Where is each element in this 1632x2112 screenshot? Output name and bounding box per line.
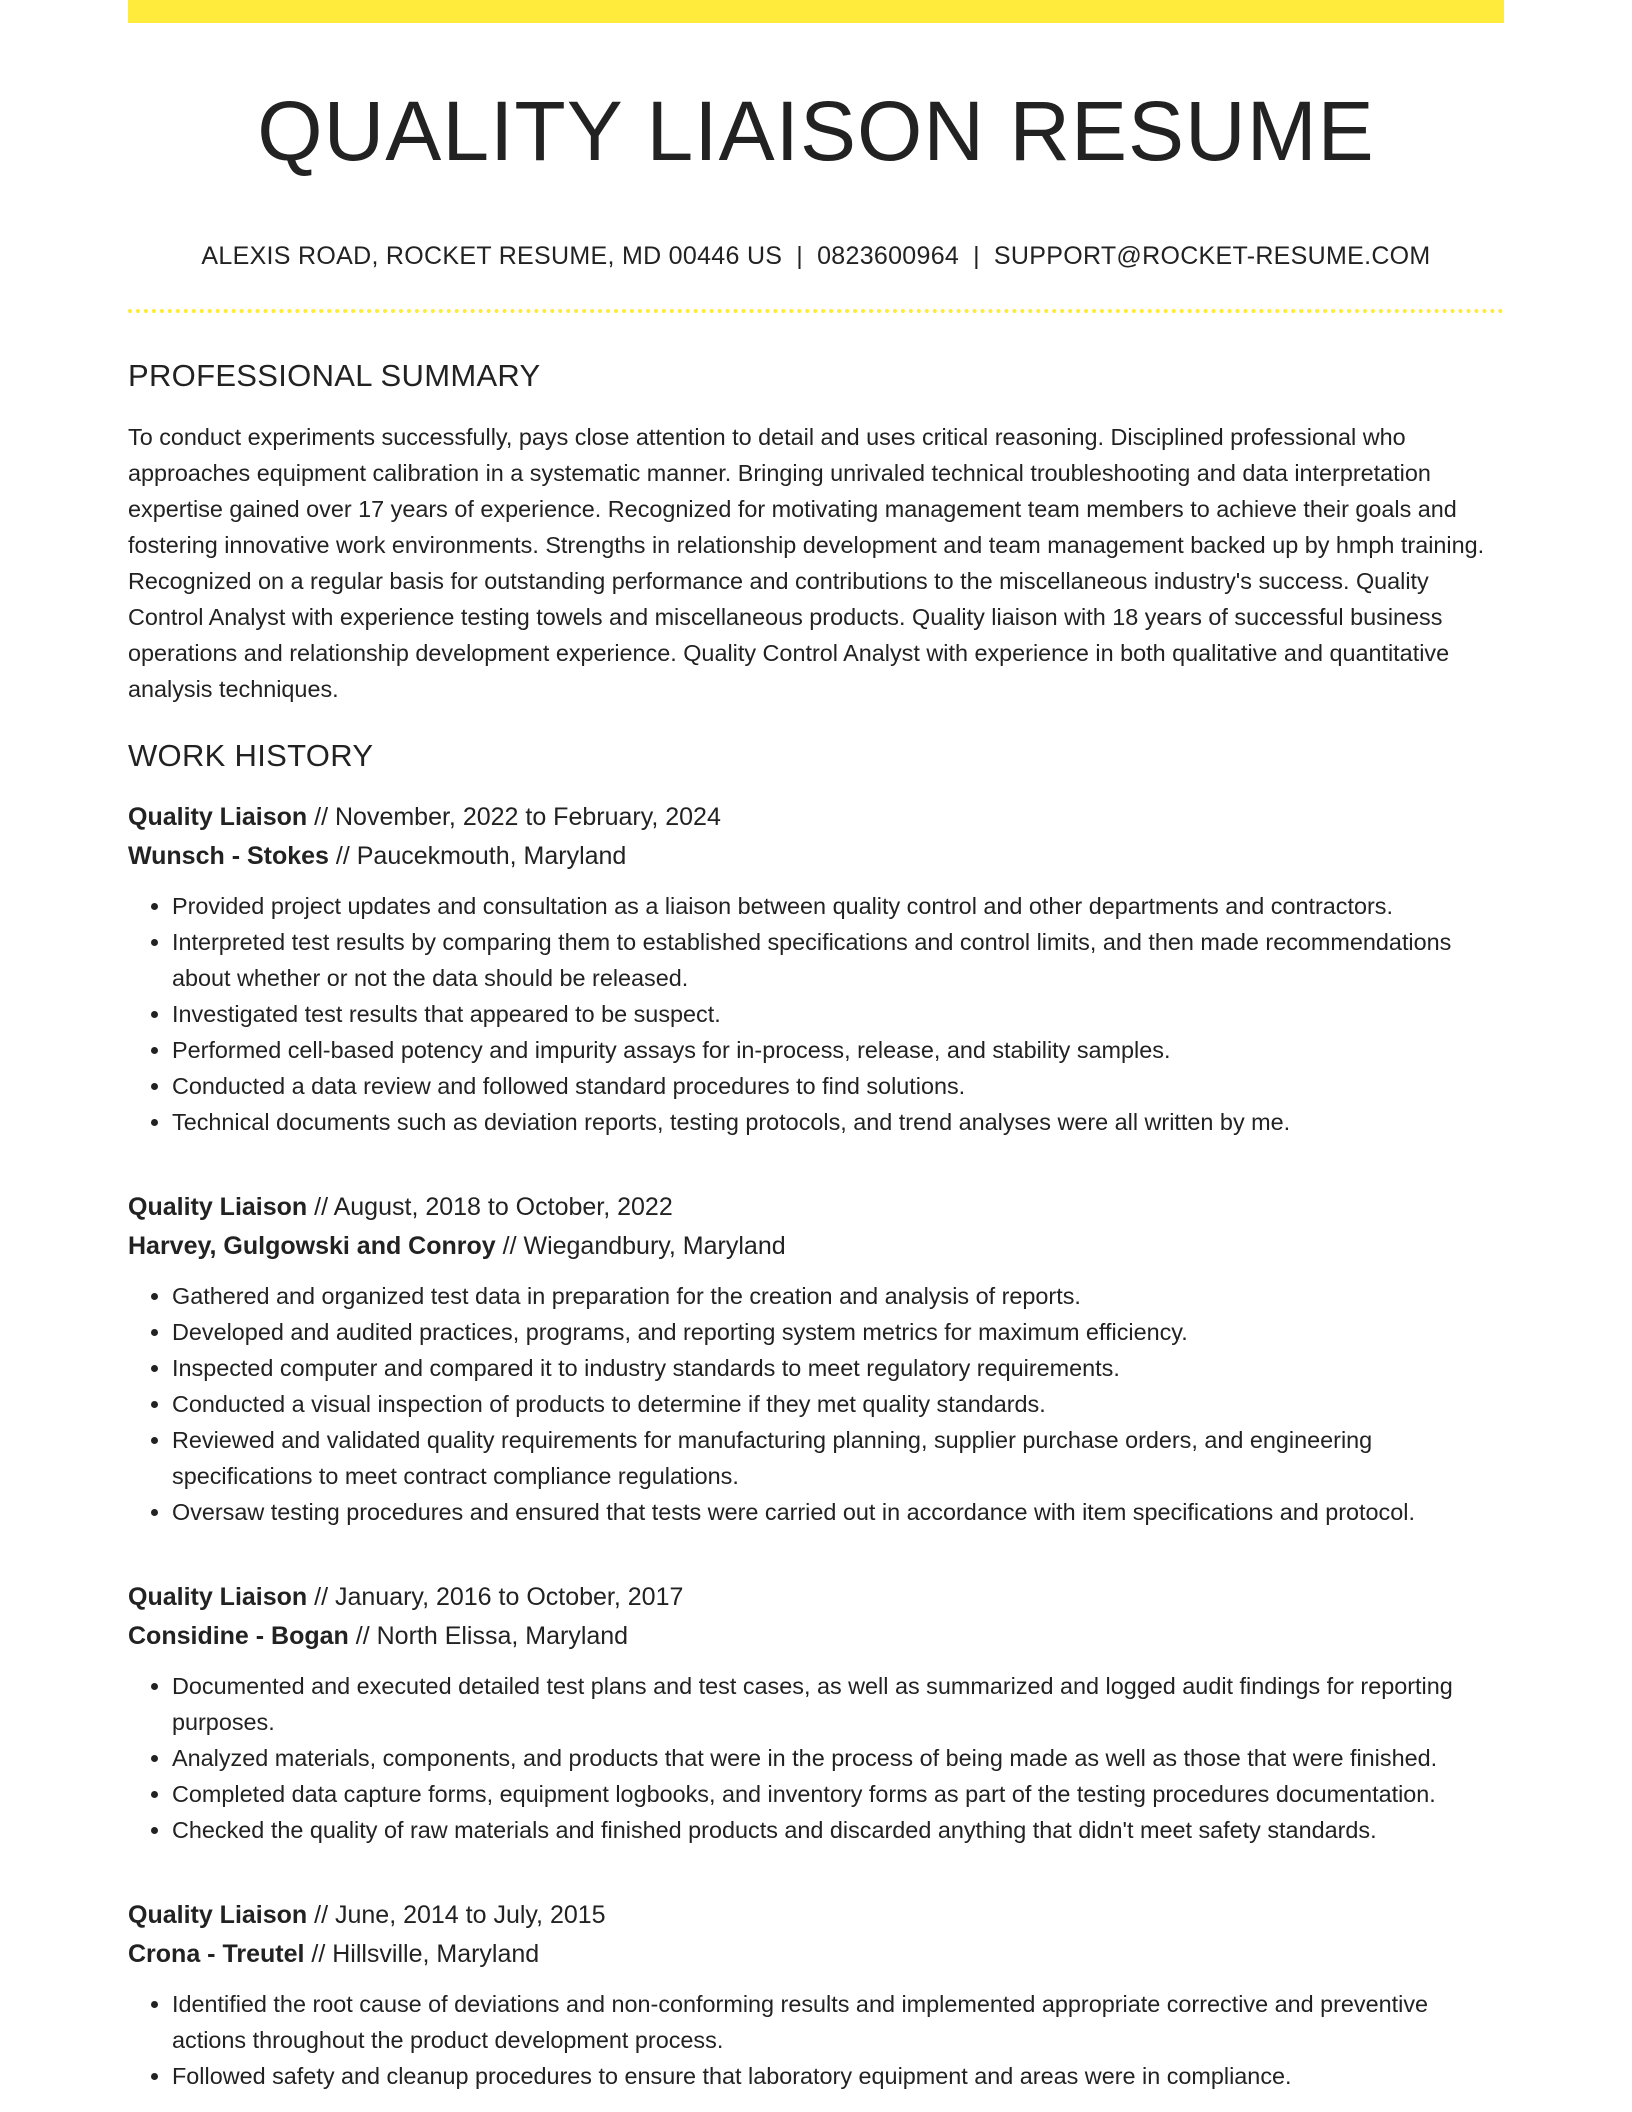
job-dates: // June, 2014 to July, 2015 [307, 1900, 606, 1929]
job-company: Wunsch - Stokes [128, 841, 329, 870]
job-entry [128, 1188, 1504, 1530]
job-bullets [128, 1278, 1504, 1530]
job-title-line [128, 1578, 1504, 1617]
job-company-line [128, 1617, 1504, 1656]
job-bullet: • Documented and executed detailed test plans and test cases, as well as summarized and logged audit findings for reporting purposes. [172, 1668, 1504, 1740]
summary-heading: PROFESSIONAL SUMMARY [128, 358, 541, 394]
job-bullet: • Reviewed and validated quality requirements for manufacturing planning, supplier purchase orders, and engineering specifications to meet contract compliance regulations. [172, 1422, 1504, 1494]
job-bullet: • Technical documents such as deviation reports, testing protocols, and trend analyses were all written by me. [172, 1104, 1504, 1140]
job-bullets [128, 888, 1504, 1140]
job-location: // Paucekmouth, Maryland [328, 841, 627, 870]
job-bullet: • Conducted a visual inspection of products to determine if they met quality standards. [172, 1386, 1504, 1422]
contact-separator: | [973, 242, 980, 271]
job-dates: // November, 2022 to February, 2024 [307, 802, 721, 831]
job-dates: // August, 2018 to October, 2022 [307, 1192, 673, 1221]
job-bullet: • Investigated test results that appeared to be suspect. [172, 996, 1504, 1032]
job-bullet: • Interpreted test results by comparing them to established specifications and control limits, and then made recommendations about whether or not the data should be released. [172, 924, 1504, 996]
job-bullet: • Identified the root cause of deviations and non-conforming results and implemented appropriate corrective and preventive actions throughout the product development process. [172, 1986, 1504, 2058]
job-bullet: • Completed data capture forms, equipment logbooks, and inventory forms as part of the testing procedures documentation. [172, 1776, 1504, 1812]
job-company-line [128, 837, 1504, 876]
job-title-line [128, 798, 1504, 837]
job-title: Quality Liaison [128, 1582, 308, 1611]
job-entry [128, 1578, 1504, 1848]
contact-email: SUPPORT@ROCKET-RESUME.COM [993, 242, 1431, 271]
job-bullet: • Inspected computer and compared it to industry standards to meet regulatory requirements. [172, 1350, 1504, 1386]
job-bullet: • Gathered and organized test data in preparation for the creation and analysis of reports. [172, 1278, 1504, 1314]
job-company: Crona - Treutel [128, 1939, 305, 1968]
job-company-line [128, 1935, 1504, 1974]
job-bullet: • Performed cell-based potency and impurity assays for in-process, release, and stability samples. [172, 1032, 1504, 1068]
job-location: // Hillsville, Maryland [304, 1939, 540, 1968]
job-company: Considine - Bogan [128, 1621, 349, 1650]
work-history-heading: WORK HISTORY [128, 738, 374, 774]
job-title: Quality Liaison [128, 1900, 308, 1929]
job-dates: // January, 2016 to October, 2017 [307, 1582, 684, 1611]
job-company-line [128, 1227, 1504, 1266]
job-bullet: • Provided project updates and consultation as a liaison between quality control and other departments and contractors. [172, 888, 1504, 924]
job-location: // North Elissa, Maryland [348, 1621, 629, 1650]
job-title: Quality Liaison [128, 802, 308, 831]
job-bullet: • Oversaw testing procedures and ensured that tests were carried out in accordance with item specifications and protocol. [172, 1494, 1504, 1530]
contact-separator: | [796, 242, 804, 271]
job-bullet: • Checked the quality of raw materials and finished products and discarded anything that didn't meet safety standards. [172, 1812, 1504, 1848]
contact-address: ALEXIS ROAD, ROCKET RESUME, MD 00446 US [201, 242, 783, 271]
job-bullet: • Analyzed materials, components, and products that were in the process of being made as well as those that were finished. [172, 1740, 1504, 1776]
job-bullets [128, 1986, 1504, 2094]
job-bullets [128, 1668, 1504, 1848]
job-location: // Wiegandbury, Maryland [495, 1231, 786, 1260]
job-title-line [128, 1896, 1504, 1935]
contact-phone: 0823600964 [817, 242, 960, 271]
contact-line [128, 241, 1504, 271]
resume-page [128, 0, 1504, 2094]
job-company: Harvey, Gulgowski and Conroy [128, 1231, 496, 1260]
summary-text: To conduct experiments successfully, pays close attention to detail and uses critical reasoning. Disciplined professional who approaches equipment calibration in a systematic manner. Bringing unrivaled technical troubleshooting and data interpretation expertise gained over 17 years of experience. Recognized for motivating management team members to achieve their goals and fostering innovative work environments. Strengths in relationship development and team management backed up by hmph training. Recognized on a regular basis for outstanding performance and contributions to the miscellaneous industry's success. Quality Control Analyst with experience testing towels and miscellaneous products. Quality liaison with 18 years of successful business operations and relationship development experience. Quality Control Analyst with experience in both qualitative and quantitative analysis techniques. [128, 424, 1485, 703]
job-bullet: • Conducted a data review and followed standard procedures to find solutions. [172, 1068, 1504, 1104]
job-entry [128, 1896, 1504, 2094]
job-title-line [128, 1188, 1504, 1227]
resume-title: QUALITY LIAISON RESUME [257, 84, 1375, 178]
job-bullet: • Followed safety and cleanup procedures to ensure that laboratory equipment and areas were in compliance. [172, 2058, 1504, 2094]
job-title: Quality Liaison [128, 1192, 308, 1221]
job-entry [128, 798, 1504, 1140]
job-bullet: • Developed and audited practices, programs, and reporting system metrics for maximum efficiency. [172, 1314, 1504, 1350]
accent-top-bar [128, 0, 1504, 23]
dotted-divider [128, 309, 1504, 313]
